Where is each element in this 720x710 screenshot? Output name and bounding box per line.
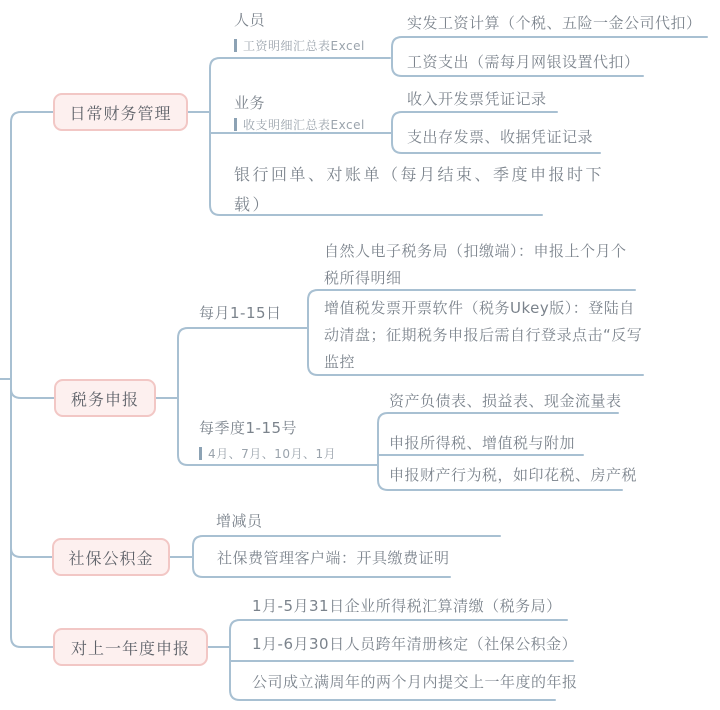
note-bar-icon: [234, 39, 237, 52]
note-quarterly-months: [199, 445, 336, 462]
node-net-salary-calc[interactable]: 实发工资计算（个税、五险一金公司代扣）: [407, 14, 702, 32]
note-business: [234, 116, 365, 133]
topic-annual-report[interactable]: 对上一年度申报: [53, 628, 208, 666]
note-text: 收支明细汇总表Excel: [243, 118, 365, 132]
node-natural-person-etax[interactable]: [324, 238, 627, 292]
node-income-invoice-record[interactable]: 收入开发票凭证记录: [407, 90, 547, 108]
node-staff-yearly-verification[interactable]: 1月-6月30日人员跨年清册核定（社保公积金）: [252, 635, 578, 653]
note-bar-icon: [199, 447, 202, 460]
trunk-elbow-tax: [11, 389, 54, 398]
node-expense-invoice-record[interactable]: 支出存发票、收据凭证记录: [407, 128, 594, 146]
node-line: 银行回单、对账单（每月结束、季度申报时下: [234, 165, 605, 184]
node-business[interactable]: 业务: [234, 94, 266, 112]
node-add-remove-staff[interactable]: 增减员: [216, 512, 263, 530]
note-bar-icon: [234, 118, 237, 131]
node-line: 税所得明细: [324, 269, 402, 287]
node-vat-invoice-software[interactable]: [324, 295, 642, 376]
node-financial-statements[interactable]: 资产负债表、损益表、现金流量表: [389, 392, 622, 410]
node-line: 监控: [324, 353, 356, 371]
note-personnel: [234, 37, 365, 54]
node-quarterly-1-15[interactable]: 每季度1-15号: [199, 419, 298, 437]
node-line: 自然人电子税务局（扣缴端）：申报上个月个: [324, 242, 627, 260]
node-salary-payment[interactable]: 工资支出（需每月网银设置代扣）: [407, 53, 640, 71]
node-line: 增值税发票开票软件（税务Ukey版）：登陆自: [324, 299, 635, 317]
topic-tax-filing[interactable]: 税务申报: [54, 379, 156, 417]
node-social-fee-client[interactable]: 社保费管理客户端：开具缴费证明: [217, 549, 450, 567]
trunk-elbow-social: [11, 548, 52, 557]
topic-daily-finance[interactable]: 日常财务管理: [53, 93, 188, 131]
node-declare-income-vat[interactable]: 申报所得税、增值税与附加: [389, 434, 576, 452]
note-text: 4月、7月、10月、1月: [208, 447, 337, 461]
node-line: 载）: [234, 195, 272, 214]
topic-social-insurance[interactable]: 社保公积金: [52, 538, 170, 576]
node-corp-income-tax-settlement[interactable]: 1月-5月31日企业所得税汇算清缴（税务局）: [252, 597, 562, 615]
node-annual-report-submission[interactable]: 公司成立满周年的两个月内提交上一年度的年报: [252, 673, 578, 691]
node-monthly-1-15[interactable]: 每月1-15日: [199, 304, 282, 322]
note-text: 工资明细汇总表Excel: [243, 39, 365, 53]
node-declare-property-tax[interactable]: 申报财产行为税，如印花税、房产税: [389, 466, 638, 484]
node-personnel[interactable]: 人员: [234, 11, 266, 29]
node-bank-receipts[interactable]: [234, 160, 604, 220]
trunk-line: [11, 112, 53, 647]
node-line: 动清盘；征期税务申报后需自行登录点击“反写: [324, 326, 643, 344]
